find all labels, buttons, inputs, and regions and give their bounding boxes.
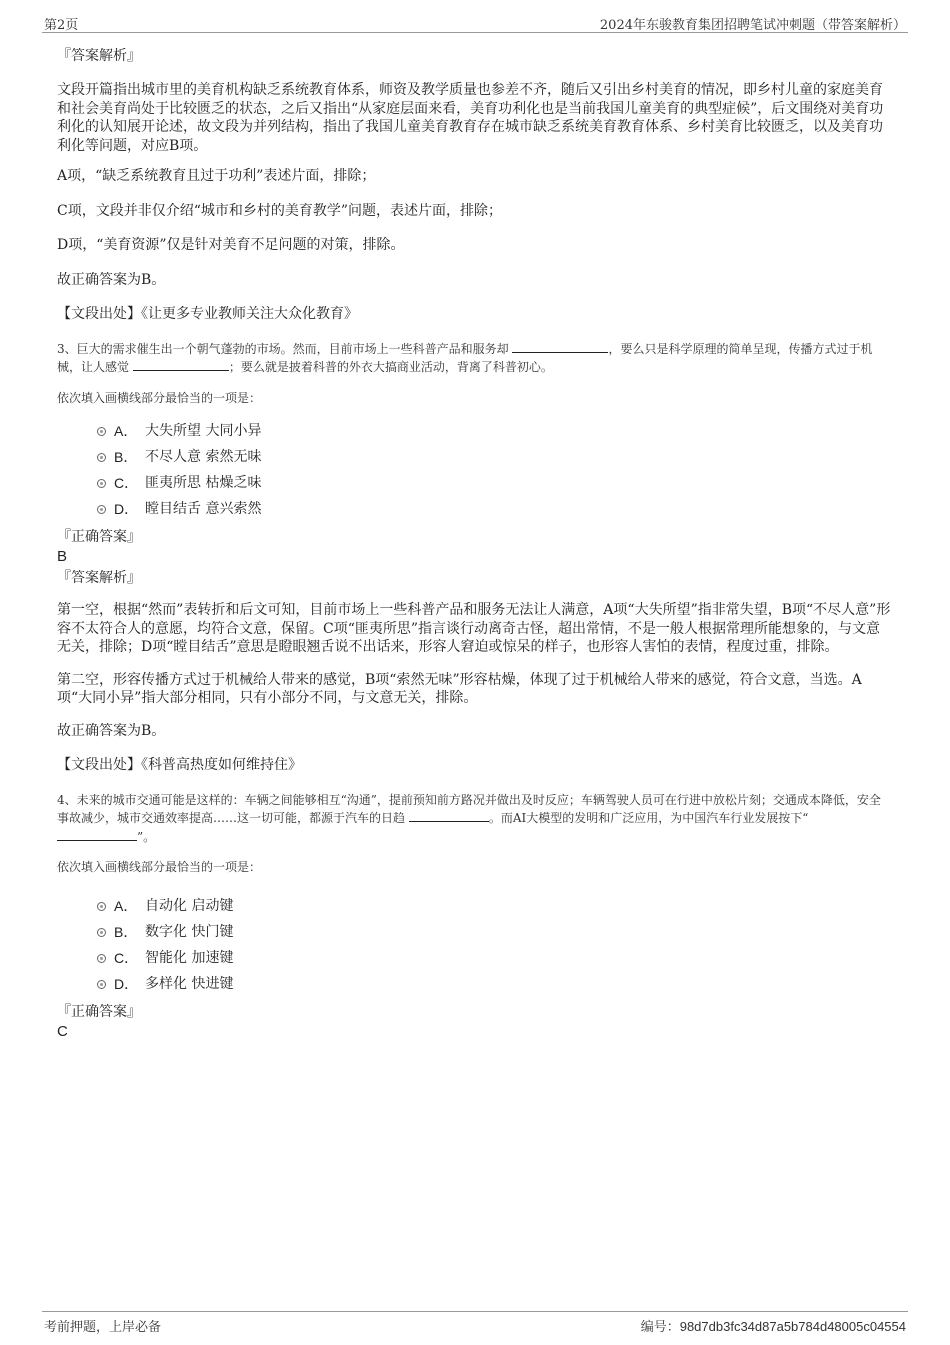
option-letter: B． — [114, 449, 138, 465]
option-text: 匪夷所思 枯燥乏味 — [145, 475, 262, 491]
option-letter: D． — [114, 975, 139, 992]
page-footer — [42, 1311, 908, 1334]
q2-analysis-section — [57, 45, 892, 324]
q3-option-c[interactable] — [97, 472, 892, 498]
option-letter: B． — [114, 923, 138, 940]
option-text: 大失所望 大同小异 — [145, 423, 262, 439]
page-content — [57, 44, 892, 1041]
radio-button-icon[interactable] — [97, 427, 106, 436]
q4-options — [97, 895, 892, 999]
radio-button-icon[interactable] — [97, 505, 106, 514]
q3-blank-2 — [133, 358, 229, 371]
q3-analysis-paragraph-2: 第二空，形容传播方式过于机械给人带来的感觉，B项“索然无味”形容枯燥，体现了过于机械给人带来的感觉，符合文意，当选。A项“大同小异”指大部分相同，只有小部分不同，与文意无关，排除。 — [57, 671, 862, 706]
q3-analysis-label: 『答案解析』 — [57, 570, 141, 586]
q4-option-a[interactable] — [97, 895, 892, 921]
q3-stem-part-1: 3、巨大的需求催生出一个朝气蓬勃的市场。然而，目前市场上一些科普产品和服务却 — [57, 341, 509, 356]
radio-button-icon[interactable] — [97, 954, 106, 963]
q3-source: 【文段出处】《科普高热度如何维持住》 — [57, 757, 302, 773]
document-code — [641, 1316, 906, 1335]
q4-option-d[interactable] — [97, 973, 892, 999]
q3-correct-answer: B — [57, 548, 68, 565]
option-letter: C． — [114, 949, 139, 966]
q3-option-b[interactable] — [97, 446, 892, 472]
q4-stem-part-2: 。而AI大模型的发明和广泛应用，为中国汽车行业发展按下“ — [488, 811, 809, 825]
radio-button-icon[interactable] — [97, 479, 106, 488]
q3-analysis-paragraph-1: 第一空，根据“然而”表转折和后文可知，目前市场上一些科普产品和服务无法让人满意，A项“大失所望”指非常失望，B项“不尽人意”形容不太符合人的意愿，均符合文意，保留。C项“匪夷所思”指言谈行动离奇古怪，超出常情，不是一般人根据常理所能想象的，与文意无关，排除；D项“瞠目结舌”意思是瞪眼翘舌说不出话来，形容人窘迫或惊呆的样子，也形容人害怕的表情，程度过重，排除。 — [57, 602, 891, 655]
option-letter: A． — [114, 897, 138, 914]
q3-blank-1 — [512, 340, 608, 353]
q2-conclusion: 故正确答案为B。 — [57, 271, 166, 288]
q2-analysis-paragraph-1: 文段开篇指出城市里的美育机构缺乏系统教育体系，师资及教学质量也参差不齐，随后又引出乡村美育的情况，即乡村儿童的家庭美育和社会美育尚处于比较匮乏的状态，之后又指出“从家庭层面来看，美育功利化也是当前我国儿童美育的典型症候”，后文围绕对美育功利化的认知展开论述，故文段为并列结构，指出了我国儿童美育教育存在城市缺乏系统美育教育体系、乡村美育比较匮乏，以及美育功利化等问题，对应B项。 — [57, 82, 884, 154]
radio-button-icon[interactable] — [97, 453, 106, 462]
q4-prompt: 依次填入画横线部分最恰当的一项是： — [57, 860, 262, 874]
q2-analysis-label: 『答案解析』 — [57, 48, 141, 64]
option-text: 数字化 快门键 — [145, 923, 234, 940]
radio-button-icon[interactable] — [97, 928, 106, 937]
q4-option-c[interactable] — [97, 947, 892, 973]
q3-stem-part-3: ；要么就是披着科普的外衣大搞商业活动，背离了科普初心。 — [228, 360, 553, 374]
q4-blank-1 — [409, 809, 489, 822]
page-number: 第2页 — [44, 18, 79, 33]
question-4 — [57, 791, 892, 1041]
option-text: 瞠目结舌 意兴索然 — [145, 501, 262, 517]
option-letter: D． — [114, 501, 139, 517]
question-3 — [57, 340, 892, 775]
q4-stem-part-3: ”。 — [137, 829, 156, 844]
option-letter: C． — [114, 475, 139, 491]
q2-analysis-paragraph-2: A项，“缺乏系统教育且过于功利”表述片面，排除； — [57, 168, 376, 184]
option-letter: A． — [114, 423, 138, 439]
q4-option-b[interactable] — [97, 921, 892, 947]
radio-button-icon[interactable] — [97, 980, 106, 989]
document-code-label: 编号： — [640, 1320, 680, 1335]
footer-slogan: 考前押题，上岸必备 — [44, 1320, 162, 1335]
option-text: 多样化 快进键 — [145, 975, 234, 992]
q3-stem-part-2: ，要么只是科学原理的简单呈现，传播方式过于机械，让人感觉 — [57, 341, 873, 374]
q4-correct-label: 『正确答案』 — [57, 1003, 141, 1020]
q4-correct-answer: C — [57, 1022, 68, 1040]
q3-stem — [57, 340, 892, 377]
q4-stem-part-1: 4、未来的城市交通可能是这样的：车辆之间能够相互“沟通”，提前预知前方路况并做出及时反应；车辆驾驶人员可在行进中放松片刻；交通成本降低，安全事故减少，城市交通效率提高……这一切可能，都源于汽车的日趋 — [57, 792, 881, 825]
q2-analysis-paragraph-4: D项，“美育资源”仅是针对美育不足问题的对策，排除。 — [57, 237, 405, 253]
q3-prompt: 依次填入画横线部分最恰当的一项是： — [57, 390, 262, 405]
page-header — [42, 12, 908, 33]
q4-blank-2 — [57, 828, 137, 841]
document-code-value: 98d7db3fc34d87a5b784d48005c04554 — [679, 1319, 906, 1334]
q3-conclusion: 故正确答案为B。 — [57, 722, 166, 739]
option-text: 自动化 启动键 — [145, 897, 234, 914]
q3-correct-label: 『正确答案』 — [57, 529, 141, 545]
q2-source: 【文段出处】《让更多专业教师关注大众化教育》 — [57, 306, 358, 322]
document-title: 2024年东骏教育集团招聘笔试冲刺题（带答案解析） — [599, 18, 906, 33]
q2-analysis-paragraph-3: C项，文段并非仅介绍“城市和乡村的美育教学”问题，表述片面，排除； — [57, 202, 503, 219]
q3-options — [97, 420, 892, 524]
option-text: 智能化 加速键 — [145, 949, 234, 966]
q4-stem — [57, 791, 892, 847]
option-text: 不尽人意 索然无味 — [145, 449, 262, 465]
radio-button-icon[interactable] — [97, 902, 106, 911]
q3-option-d[interactable] — [97, 498, 892, 524]
q3-option-a[interactable] — [97, 420, 892, 446]
